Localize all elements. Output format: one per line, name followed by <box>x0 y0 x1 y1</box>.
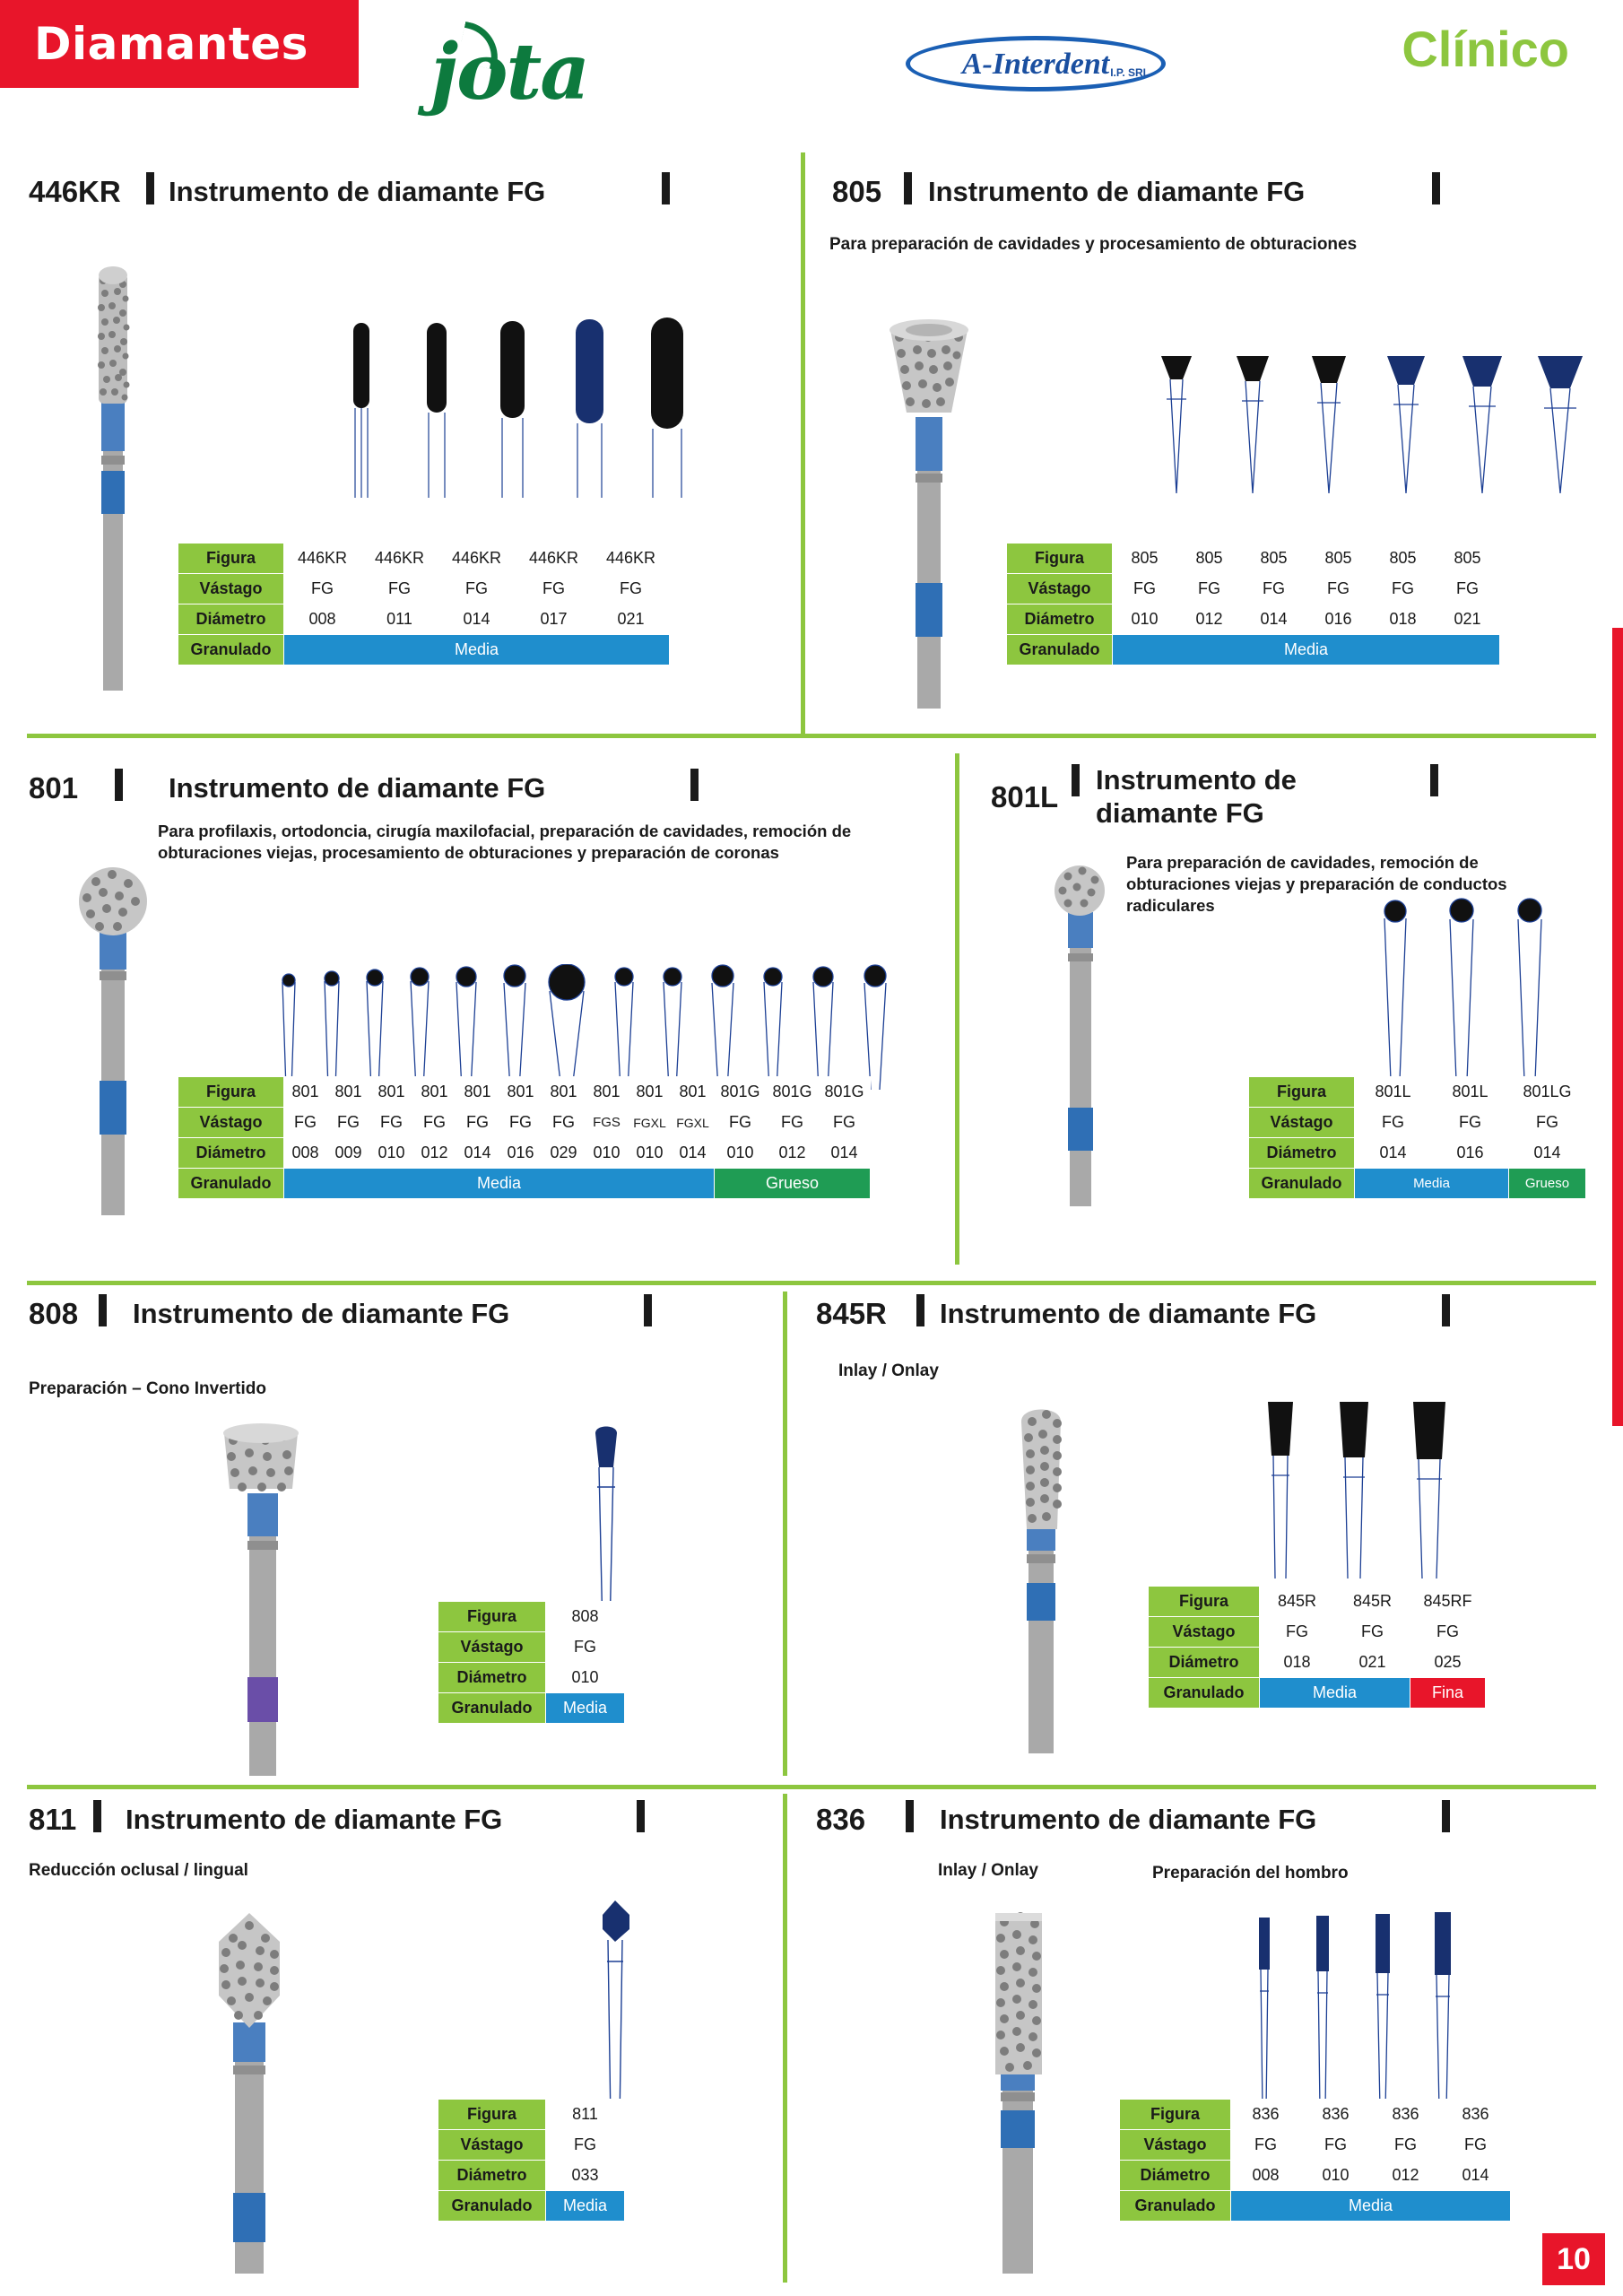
bur-illustration-836 <box>959 1897 1094 2274</box>
row-label-granulado: Granulado <box>178 1169 284 1199</box>
title-bar-right-836 <box>1442 1800 1450 1832</box>
table-row: Vástago FG <box>438 2130 625 2161</box>
spec-table-446kr <box>178 543 670 665</box>
bur-set-836 <box>1246 1901 1497 2126</box>
table-row: Figura 801 801 801 801 801 801 801 801 801 801 801G 801G 801G <box>178 1077 871 1108</box>
row-label-diametro: Diámetro <box>438 2161 546 2191</box>
table-row: Figura 446KR 446KR 446KR 446KR 446KR <box>178 544 670 574</box>
section-title-801: Instrumento de diamante FG <box>169 772 546 804</box>
row-label-vastago: Vástago <box>1149 1617 1260 1648</box>
section-subtitle-845r: Inlay / Onlay <box>838 1361 939 1380</box>
section-title-811: Instrumento de diamante FG <box>126 1804 503 1835</box>
row-label-diametro: Diámetro <box>178 1138 284 1169</box>
table-row: Diámetro 010 <box>438 1663 625 1693</box>
section-code-845r: 845R <box>816 1297 887 1330</box>
title-bar-left-808 <box>99 1294 107 1326</box>
row-label-granulado: Granulado <box>1249 1169 1355 1199</box>
table-row: Diámetro 014 016 014 <box>1249 1138 1586 1169</box>
table-row: Vástago FG FG FG FG FG FG <box>1007 574 1500 604</box>
section-subtitle-836: Inlay / Onlay <box>938 1861 1038 1880</box>
row-label-granulado: Granulado <box>438 1693 546 1724</box>
interdent-subtext: I.P. SRL <box>1110 66 1150 79</box>
title-bar-right-811 <box>637 1800 645 1832</box>
title-bar-left-836 <box>906 1800 914 1832</box>
bur-illustration-808 <box>206 1417 332 1776</box>
row-label-vastago: Vástago <box>438 1632 546 1663</box>
table-row: Granulado Media Grueso <box>1249 1169 1586 1199</box>
row-label-figura: Figura <box>438 1602 546 1632</box>
section-subtitle-805: Para preparación de cavidades y procesamiento de obturaciones <box>829 235 1358 254</box>
row-label-figura: Figura <box>1007 544 1113 574</box>
table-row: Diámetro 033 <box>438 2161 625 2191</box>
table-row: Diámetro 018 021 025 <box>1149 1648 1486 1678</box>
section-code-801: 801 <box>29 771 79 804</box>
spec-table-811 <box>438 2099 625 2222</box>
row-label-figura: Figura <box>438 2100 546 2130</box>
divider-2 <box>27 1281 1596 1285</box>
header-badge: Diamantes <box>0 0 359 88</box>
section-code-446kr: 446KR <box>29 175 121 208</box>
divider-vertical-4 <box>783 1794 787 2283</box>
divider-vertical-3 <box>783 1292 787 1776</box>
header-clinico-label: Clínico <box>1402 21 1569 77</box>
row-label-granulado: Granulado <box>438 2191 546 2222</box>
section-title-836: Instrumento de diamante FG <box>940 1804 1317 1835</box>
table-row: Granulado Media <box>1120 2191 1511 2222</box>
section-title-805: Instrumento de diamante FG <box>928 176 1306 207</box>
bur-set-446kr <box>332 305 744 511</box>
title-bar-right-845r <box>1442 1294 1450 1326</box>
row-label-vastago: Vástago <box>438 2130 546 2161</box>
bur-illustration-845r <box>991 1395 1116 1753</box>
row-label-figura: Figura <box>178 1077 284 1108</box>
row-label-diametro: Diámetro <box>178 604 284 635</box>
title-bar-left-801l <box>1072 764 1080 796</box>
section-title-446kr: Instrumento de diamante FG <box>169 176 546 207</box>
section-title-845r: Instrumento de diamante FG <box>940 1298 1317 1329</box>
title-bar-left-446kr <box>146 172 154 204</box>
bur-illustration-811 <box>179 1897 341 2274</box>
row-label-granulado: Granulado <box>1120 2191 1231 2222</box>
table-row: Vástago FG FG FG FG FG <box>178 574 670 604</box>
row-label-granulado: Granulado <box>1149 1678 1260 1709</box>
table-row: Granulado Media <box>438 1693 625 1724</box>
bur-illustration-805 <box>874 314 1009 718</box>
title-bar-left-811 <box>93 1800 101 1832</box>
jota-wordmark: jota <box>430 27 588 117</box>
table-row: Diámetro 008 009 010 012 014 016 029 010 010 014 010 012 014 <box>178 1138 871 1169</box>
row-label-vastago: Vástago <box>178 1108 284 1138</box>
section-code-811: 811 <box>29 1803 77 1836</box>
title-bar-left-805 <box>904 172 912 204</box>
interdent-wordmark: A-Interdent <box>961 48 1110 81</box>
table-row: Granulado Media <box>1007 635 1500 665</box>
table-row: Vástago FG FG FG <box>1249 1108 1586 1138</box>
table-row: Figura 811 <box>438 2100 625 2130</box>
table-row: Figura 808 <box>438 1602 625 1632</box>
bur-illustration-801 <box>49 857 175 1215</box>
bur-set-845r <box>1246 1386 1471 1592</box>
row-label-figura: Figura <box>1120 2100 1231 2130</box>
section-code-808: 808 <box>29 1297 79 1330</box>
bur-illustration-446kr <box>49 238 175 704</box>
section-code-801l: 801L <box>991 780 1059 813</box>
section-subtitle2-836: Preparación del hombro <box>1152 1864 1349 1883</box>
row-label-diametro: Diámetro <box>1249 1138 1355 1169</box>
row-label-figura: Figura <box>1149 1587 1260 1617</box>
section-code-805: 805 <box>832 175 882 208</box>
row-label-diametro: Diámetro <box>1120 2161 1231 2191</box>
row-label-vastago: Vástago <box>1249 1108 1355 1138</box>
spec-table-801l <box>1248 1076 1586 1199</box>
table-row: Granulado Media <box>438 2191 625 2222</box>
row-label-figura: Figura <box>178 544 284 574</box>
row-label-vastago: Vástago <box>1120 2130 1231 2161</box>
title-bar-right-446kr <box>662 172 670 204</box>
right-red-edge-bar <box>1612 628 1623 1426</box>
title-bar-right-801l <box>1430 764 1438 796</box>
title-bar-left-845r <box>916 1294 924 1326</box>
table-row: Figura 805 805 805 805 805 805 <box>1007 544 1500 574</box>
bur-illustration-801l <box>1018 857 1143 1215</box>
page-header <box>0 0 1623 135</box>
table-row: Granulado Media Grueso <box>178 1169 871 1199</box>
section-title-801l: Instrumento de diamante FG <box>1096 764 1297 829</box>
table-row: Diámetro 008 010 012 014 <box>1120 2161 1511 2191</box>
spec-table-808 <box>438 1601 625 1724</box>
divider-vertical-1 <box>801 152 805 734</box>
section-description-801l: Para preparación de cavidades, remoción de obturaciones viejas y preparación de conductos radiculares <box>1126 853 1507 916</box>
title-bar-right-808 <box>644 1294 652 1326</box>
table-row: Diámetro 008 011 014 017 021 <box>178 604 670 635</box>
bur-set-801l <box>1372 897 1578 1094</box>
table-row: Figura 836 836 836 836 <box>1120 2100 1511 2130</box>
table-row: Diámetro 010 012 014 016 018 021 <box>1007 604 1500 635</box>
row-label-diametro: Diámetro <box>1007 604 1113 635</box>
divider-1 <box>27 734 1596 738</box>
spec-table-836 <box>1119 2099 1511 2222</box>
row-label-figura: Figura <box>1249 1077 1355 1108</box>
table-row: Granulado Media Fina <box>1149 1678 1486 1709</box>
spec-table-801 <box>178 1076 871 1199</box>
jota-logo <box>421 20 646 118</box>
table-row: Vástago FG FG FG FG FG FG FG FGS FGXL FGXL FG FG FG <box>178 1108 871 1138</box>
title-bar-right-805 <box>1432 172 1440 204</box>
table-row: Vástago FG <box>438 1632 625 1663</box>
row-label-vastago: Vástago <box>178 574 284 604</box>
table-row: Vástago FG FG FG FG <box>1120 2130 1511 2161</box>
table-row: Granulado Media <box>178 635 670 665</box>
section-subtitle-811: Reducción oclusal / lingual <box>29 1861 248 1880</box>
page-number-badge: 10 <box>1542 2233 1605 2285</box>
table-row: Vástago FG FG FG <box>1149 1617 1486 1648</box>
table-row: Figura 845R 845R 845RF <box>1149 1587 1486 1617</box>
interdent-logo <box>906 27 1166 108</box>
spec-table-805 <box>1006 543 1500 665</box>
bur-set-805 <box>1143 336 1610 516</box>
divider-3 <box>27 1785 1596 1789</box>
row-label-vastago: Vástago <box>1007 574 1113 604</box>
title-bar-left-801 <box>115 769 123 801</box>
title-bar-right-801 <box>690 769 699 801</box>
row-label-diametro: Diámetro <box>438 1663 546 1693</box>
spec-table-845r <box>1148 1586 1486 1709</box>
section-title-808: Instrumento de diamante FG <box>133 1298 510 1329</box>
row-label-granulado: Granulado <box>178 635 284 665</box>
table-row: Figura 801L 801L 801LG <box>1249 1077 1586 1108</box>
section-subtitle-808: Preparación – Cono Invertido <box>29 1379 266 1398</box>
row-label-diametro: Diámetro <box>1149 1648 1260 1678</box>
section-description-801: Para profilaxis, ortodoncia, cirugía maxilofacial, preparación de cavidades, remoción de obturaciones viejas, procesamiento de obturaciones y preparación de coronas <box>158 822 852 863</box>
section-code-836: 836 <box>816 1803 866 1836</box>
row-label-granulado: Granulado <box>1007 635 1113 665</box>
